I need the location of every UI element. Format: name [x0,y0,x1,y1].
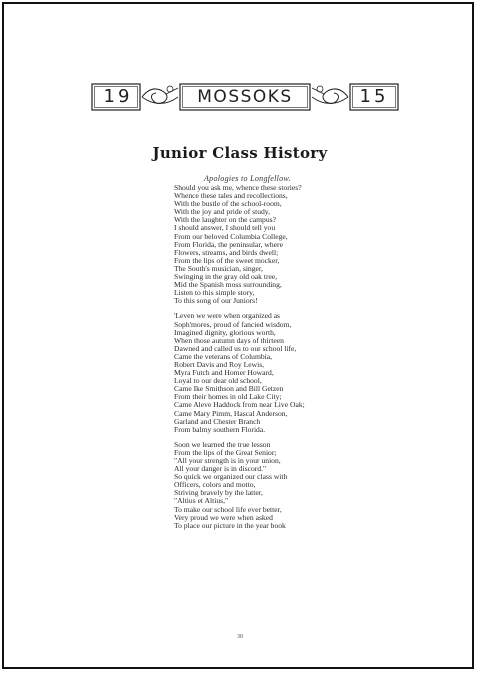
poem-line: To this song of our Juniors! [174,296,258,306]
year-right: 15 [359,86,389,107]
poem-line: From balmy southern Florida. [174,424,266,434]
poem-line: Loyal to our dear old school, [174,376,262,386]
poem-line: So quick we organized our class with [174,472,288,482]
poem-line: Myra Futch and Homer Howard, [174,368,274,378]
poem-line: All your danger is in discord." [174,464,267,474]
poem-line: From the lips of the sweet mocker, [174,255,280,265]
year-left: 19 [103,86,133,107]
stanza [174,184,374,305]
poem-line: With the laughter on the campus? [174,215,276,225]
poem-line: Swinging in the gray old oak tree, [174,272,278,282]
poem-line: From our beloved Columbia College, [174,231,288,241]
poem-line: 'Leven we were when organized as [174,311,281,321]
poem-line: Listen to this simple story, [174,288,255,298]
stanza [174,312,374,433]
poem-line: Soph'mores, proud of fancied wisdom, [174,319,292,329]
poem-line: Came Ike Smithson and Bill Getzen [174,384,284,394]
poem-line: "All your strength is in your union, [174,456,281,465]
poem-line: With the bustle of the school-room, [174,199,282,209]
poem-line: Officers, colors and motto, [174,480,256,490]
poem-line: Whence these tales and recollections, [174,191,288,201]
poem-line: With the joy and pride of study, [174,207,271,217]
poem-line: "Altius et Altius," [174,496,229,506]
poem-line: Flowers, streams, and birds dwell; [174,247,279,257]
poem-line: When those autumn days of thirteen [174,335,284,345]
poem-line: From Florida, the peninsular, where [174,239,283,249]
masthead-title: MOSSOKS [197,87,293,107]
page-number: 30 [237,634,243,640]
poem-line: Should you ask me, whence these stories? [174,183,302,192]
masthead-banner [90,80,400,114]
poem-line: Very proud we were when asked [174,512,273,522]
poem-line: Came the veterans of Columbia, [174,351,273,361]
poem-body [174,184,374,537]
poem-line: Dawned and called us to our school life, [174,343,297,353]
poem-line: Robert Davis and Roy Lewis, [174,359,265,369]
stanza [174,441,374,530]
poem-line: I should answer, I should tell you [174,223,276,233]
poem-line: From their homes in old Lake City; [174,392,282,402]
poem-line: To make our school life ever better, [174,504,282,514]
page [2,2,474,669]
poem-line: Came Aleve Haddock from near Live Oak; [174,400,305,410]
subtitle: Apologies to Longfellow. [204,174,291,183]
poem-line: The South's musician, singer, [174,263,264,273]
poem-line: From the lips of the Great Senior; [174,447,277,457]
poem-line: To place our picture in the year book [174,520,286,530]
poem-line: Garland and Chester Branch [174,416,261,426]
poem-line: Imagined dignity, glorious worth, [174,327,276,337]
poem-line: Came Mary Pimm, Hascal Anderson, [174,408,288,418]
poem-line: Soon we learned the true lesson [174,439,271,449]
poem-line: Mid the Spanish moss surrounding, [174,280,282,290]
poem-line: Striving bravely by the latter, [174,488,263,498]
page-title: Junior Class History [152,144,328,162]
